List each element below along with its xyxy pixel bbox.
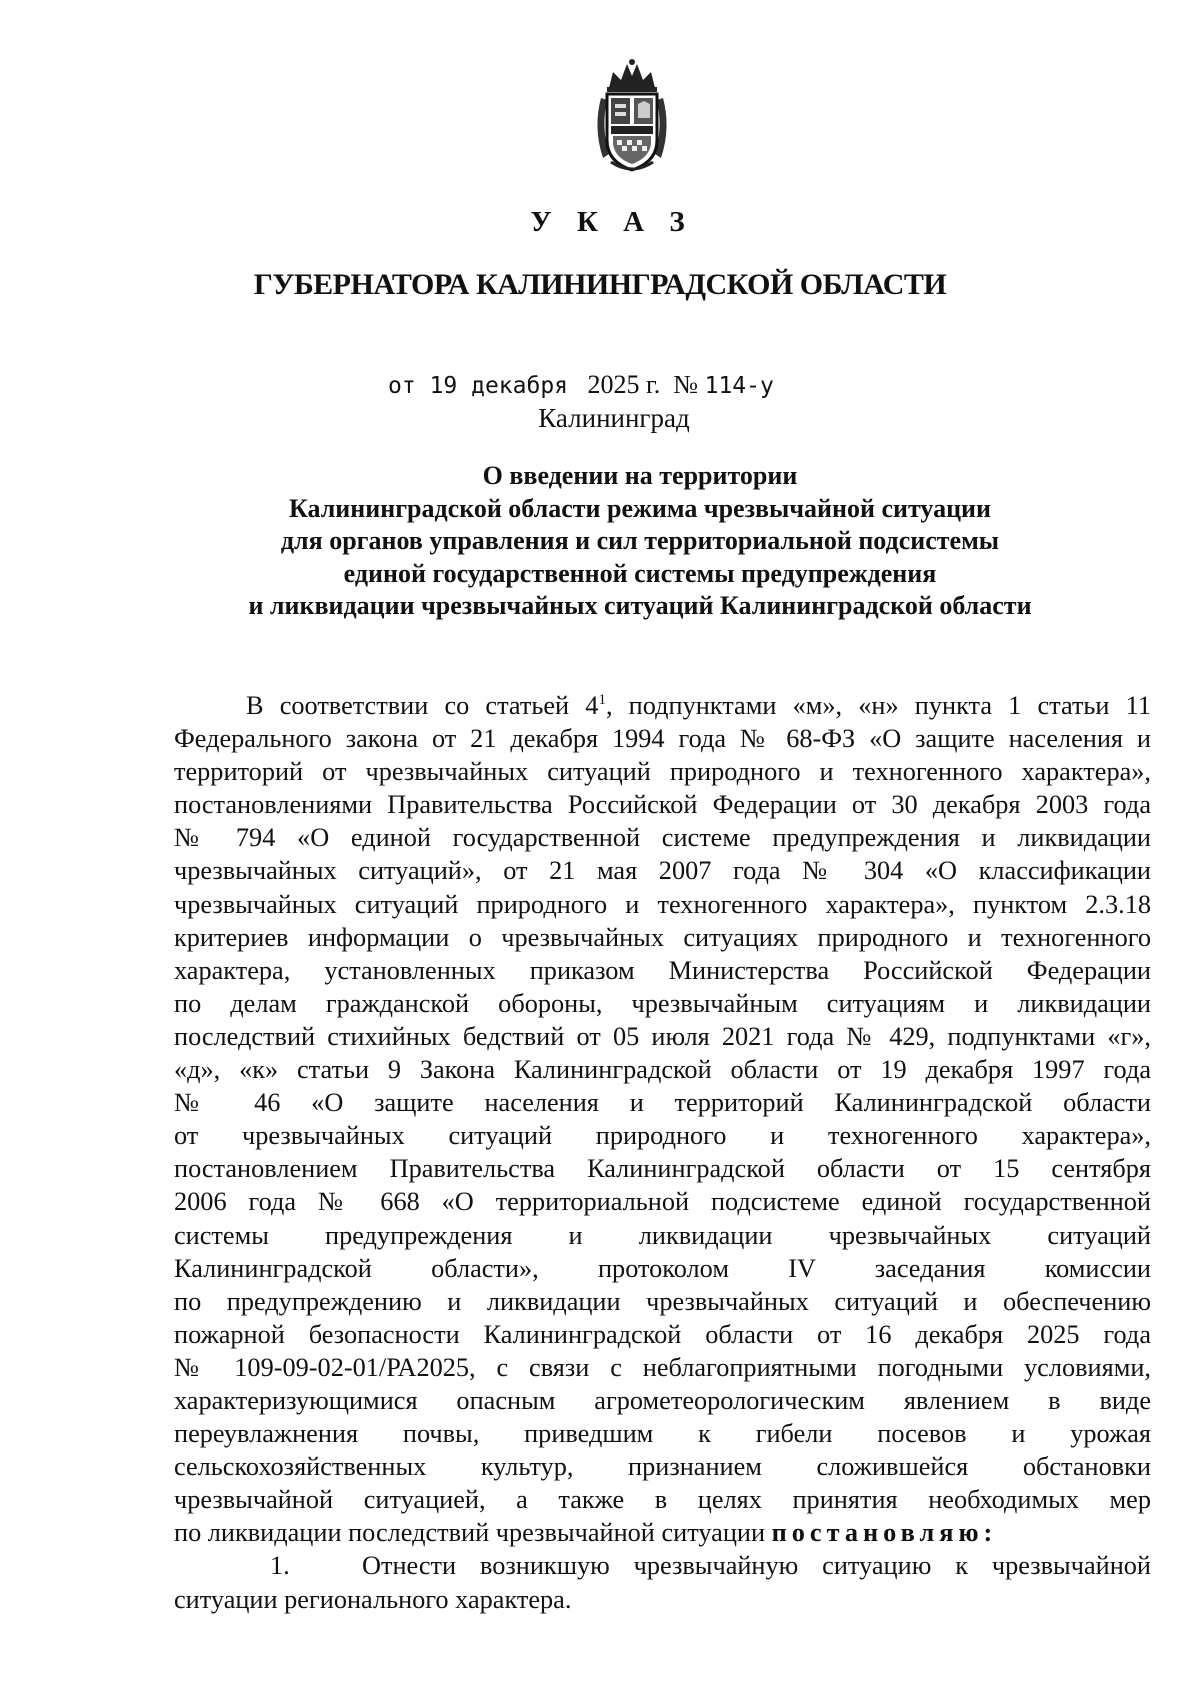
preamble-line: характера, установленных приказом Министерства Российской Федерации (174, 955, 1151, 985)
preamble-closing-line: по ликвидации последствий чрезвычайной ситуации постановляю: (174, 1518, 998, 1548)
document-type-title: У К А З (530, 206, 694, 238)
preamble-line: чрезвычайной ситуацией, а также в целях принятия необходимых мер (174, 1485, 1151, 1515)
heading-line: для органов управления и сил территориальной подсистемы (280, 526, 1000, 555)
item-line (174, 1549, 1151, 1582)
preamble-line: от чрезвычайных ситуаций природного и техногенного характера», (174, 1121, 1151, 1151)
number-sign: № (673, 370, 699, 399)
preamble-line: 2006 года № 668 «О территориальной подсистеме единой государственной (174, 1187, 1151, 1217)
coat-of-arms-icon (591, 58, 673, 173)
preamble-line: критериев информации о чрезвычайных ситуациях природного и техногенного (174, 922, 1151, 952)
preamble-line: постановлениями Правительства Российской Федерации от 30 декабря 2003 года (174, 790, 1151, 820)
item-1 (174, 1549, 1151, 1615)
preamble-line: сельскохозяйственных культур, признанием сложившейся обстановки (174, 1452, 1151, 1482)
document-number: 114-у (704, 373, 774, 399)
preamble-line: № 794 «О единой государственной системе предупреждения и ликвидации (174, 823, 1151, 853)
preamble-line: чрезвычайных ситуаций природного и техногенного характера», пунктом 2.3.18 (174, 889, 1151, 919)
preamble-line: В соответствии со статьей $4^1$, подпунктами «м», «н» пункта 1 статьи 11 (246, 691, 1151, 720)
preamble-line: Калининградской области», протоколом IV заседания комиссии (174, 1253, 1151, 1283)
date-prefix: от (388, 373, 416, 399)
heading-line: Калининградской области режима чрезвычайной ситуации (288, 493, 992, 523)
preamble-line: пожарной безопасности Калининградской области от 16 декабря 2025 года (174, 1319, 1151, 1349)
preamble-line: по делам гражданской обороны, чрезвычайным ситуациям и ликвидации (174, 988, 1151, 1018)
preamble-line: по предупреждению и ликвидации чрезвычайных ситуаций и обеспечению (174, 1286, 1151, 1316)
preamble-paragraph (174, 689, 1151, 1549)
heading-line: единой государственной системы предупреждения (343, 558, 937, 588)
document-body (174, 689, 1151, 1616)
city-name: Калининград (538, 403, 690, 433)
heading-line: О введении на территории (482, 461, 798, 490)
preamble-line: Федерального закона от 21 декабря 1994 года № 68-ФЗ «О защите населения и (174, 724, 1151, 754)
preamble-line: чрезвычайных ситуаций», от 21 мая 2007 года № 304 «О классификации (174, 856, 1151, 886)
item-number: 1. (270, 1551, 290, 1581)
document-heading (200, 460, 1080, 623)
preamble-line: № 46 «О защите населения и территорий Калининградской области (174, 1088, 1151, 1118)
preamble-line: № 109-09-02-01/РА2025, с связи с неблагоприятными погодными условиями, (174, 1352, 1151, 1382)
issuer-title: ГУБЕРНАТОРА КАЛИНИНГРАДСКОЙ ОБЛАСТИ (253, 268, 947, 301)
preamble-line: системы предупреждения и ликвидации чрезвычайных ситуаций (174, 1220, 1151, 1250)
preamble-line: характеризующимися опасным агрометеорологическим явлением в виде (174, 1385, 1151, 1415)
resolution-word: постановляю: (771, 1518, 998, 1548)
preamble-line: переувлажнения почвы, приведшим к гибели посевов и урожая (174, 1419, 1151, 1449)
item-text: Отнести возникшую чрезвычайную ситуацию к чрезвычайной (362, 1551, 1151, 1581)
heading-line: и ликвидации чрезвычайных ситуаций Калининградской области (248, 591, 1032, 620)
item-line: ситуации регионального характера. (174, 1584, 572, 1614)
superscript: 1 (598, 692, 606, 709)
preamble-line: постановлением Правительства Калининградской области от 15 сентября (174, 1154, 1151, 1184)
preamble-line: территорий от чрезвычайных ситуаций природного и техногенного характера», (174, 757, 1151, 787)
date-day-month: 19 декабря (429, 373, 569, 399)
preamble-line: последствий стихийных бедствий от 05 июля 2021 года № 429, подпунктами «г», (174, 1021, 1151, 1051)
preamble-line: «д», «к» статьи 9 Закона Калининградской области от 19 декабря 1997 года (174, 1055, 1151, 1085)
date-number-line (388, 372, 774, 398)
date-year: 2025 г. (587, 370, 661, 399)
